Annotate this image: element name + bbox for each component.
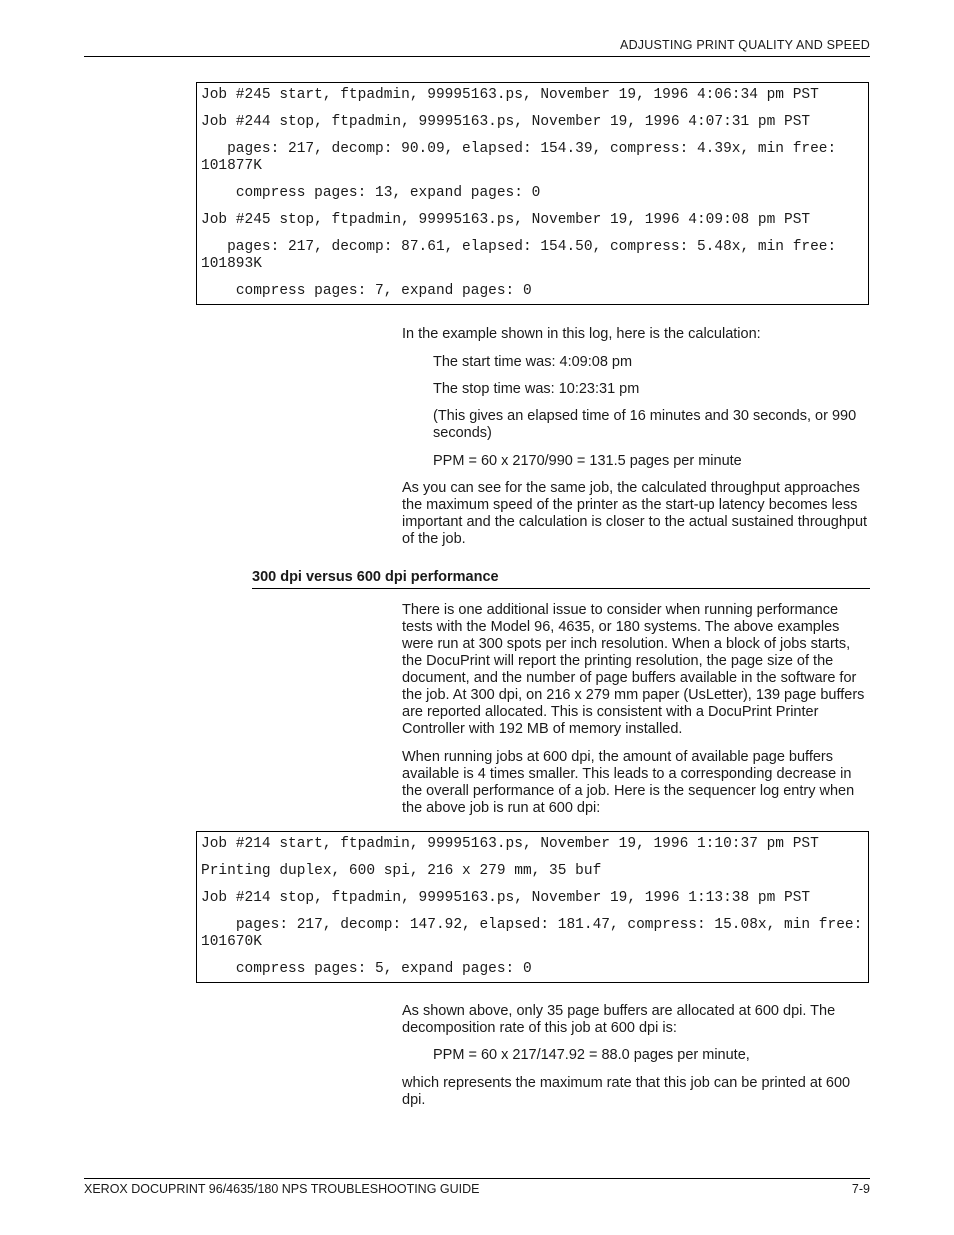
log-line: compress pages: 7, expand pages: 0 (201, 283, 532, 299)
max-rate-note: which represents the maximum rate that this job can be printed at 600 dpi. (402, 1075, 851, 1108)
ppm-formula-300: PPM = 60 x 2170/990 = 131.5 pages per minute (433, 453, 742, 469)
ppm-formula-600: PPM = 60 x 217/147.92 = 88.0 pages per minute, (433, 1047, 750, 1063)
buffers-note: As shown above, only 35 page buffers are allocated at 600 dpi. The decomposition rate of this job at 600 dpi is: (402, 1003, 836, 1036)
page-number: 7-9 (851, 1182, 870, 1196)
log-line: Printing duplex, 600 spi, 216 x 279 mm, 35 buf (201, 863, 602, 879)
section-paragraph-2: When running jobs at 600 dpi, the amount of available page buffers available is 4 times smaller. This leads to a corresponding decrease in the overall performance of a job. Here is the sequencer log entry when the above job is run at 600 dpi: (402, 749, 855, 816)
elapsed-note: (This gives an elapsed time of 16 minutes and 30 seconds, or 990 seconds) (433, 408, 857, 441)
calculation-intro: In the example shown in this log, here is the calculation: (402, 326, 761, 342)
log-line: compress pages: 13, expand pages: 0 (201, 185, 541, 201)
page-header (84, 37, 870, 57)
log-line: Job #244 stop, ftpadmin, 99995163.ps, November 19, 1996 4:07:31 pm PST (201, 114, 811, 130)
stop-time: The stop time was: 10:23:31 pm (433, 381, 640, 397)
log-line: Job #245 stop, ftpadmin, 99995163.ps, November 19, 1996 4:09:08 pm PST (201, 212, 811, 228)
throughput-conclusion: As you can see for the same job, the calculated throughput approaches the maximum speed of the printer as the start-up latency becomes less important and the calculation is closer to the actual sustained throughput of the job. (402, 480, 868, 547)
log-line: pages: 217, decomp: 90.09, elapsed: 154.39, compress: 4.39x, min free: 101877K (201, 141, 845, 174)
section-heading: 300 dpi versus 600 dpi performance (252, 569, 870, 589)
log-line: Job #214 start, ftpadmin, 99995163.ps, November 19, 1996 1:10:37 pm PST (201, 836, 819, 852)
section-paragraph-1: There is one additional issue to consider when running performance tests with the Model 96, 4635, or 180 systems. The above examples were run at 300 spots per inch resolution. When a block of jobs starts, the DocuPrint will report the printing resolution, the page size of the document, and the number of page buffers available in the software for the job. At 300 dpi, on 216 x 279 mm paper (UsLetter), 139 page buffers are reported allocated. This is consistent with a DocuPrint Printer Controller with 192 MB of memory installed. (402, 602, 865, 737)
sequencer-log-600dpi (196, 831, 872, 983)
log-line: pages: 217, decomp: 147.92, elapsed: 181.47, compress: 15.08x, min free: 101670K (201, 917, 872, 950)
start-time: The start time was: 4:09:08 pm (433, 354, 633, 370)
sequencer-log-300dpi (196, 82, 869, 305)
footer-title: XEROX DOCUPRINT 96/4635/180 NPS TROUBLESHOOTING GUIDE (84, 1182, 480, 1196)
log-line: Job #214 stop, ftpadmin, 99995163.ps, November 19, 1996 1:13:38 pm PST (201, 890, 811, 906)
log-line: pages: 217, decomp: 87.61, elapsed: 154.50, compress: 5.48x, min free: 101893K (201, 239, 845, 272)
header-title: ADJUSTING PRINT QUALITY AND SPEED (620, 38, 870, 52)
page-footer (84, 1178, 870, 1199)
log-line: compress pages: 5, expand pages: 0 (201, 961, 532, 977)
log-line: Job #245 start, ftpadmin, 99995163.ps, November 19, 1996 4:06:34 pm PST (201, 87, 819, 103)
